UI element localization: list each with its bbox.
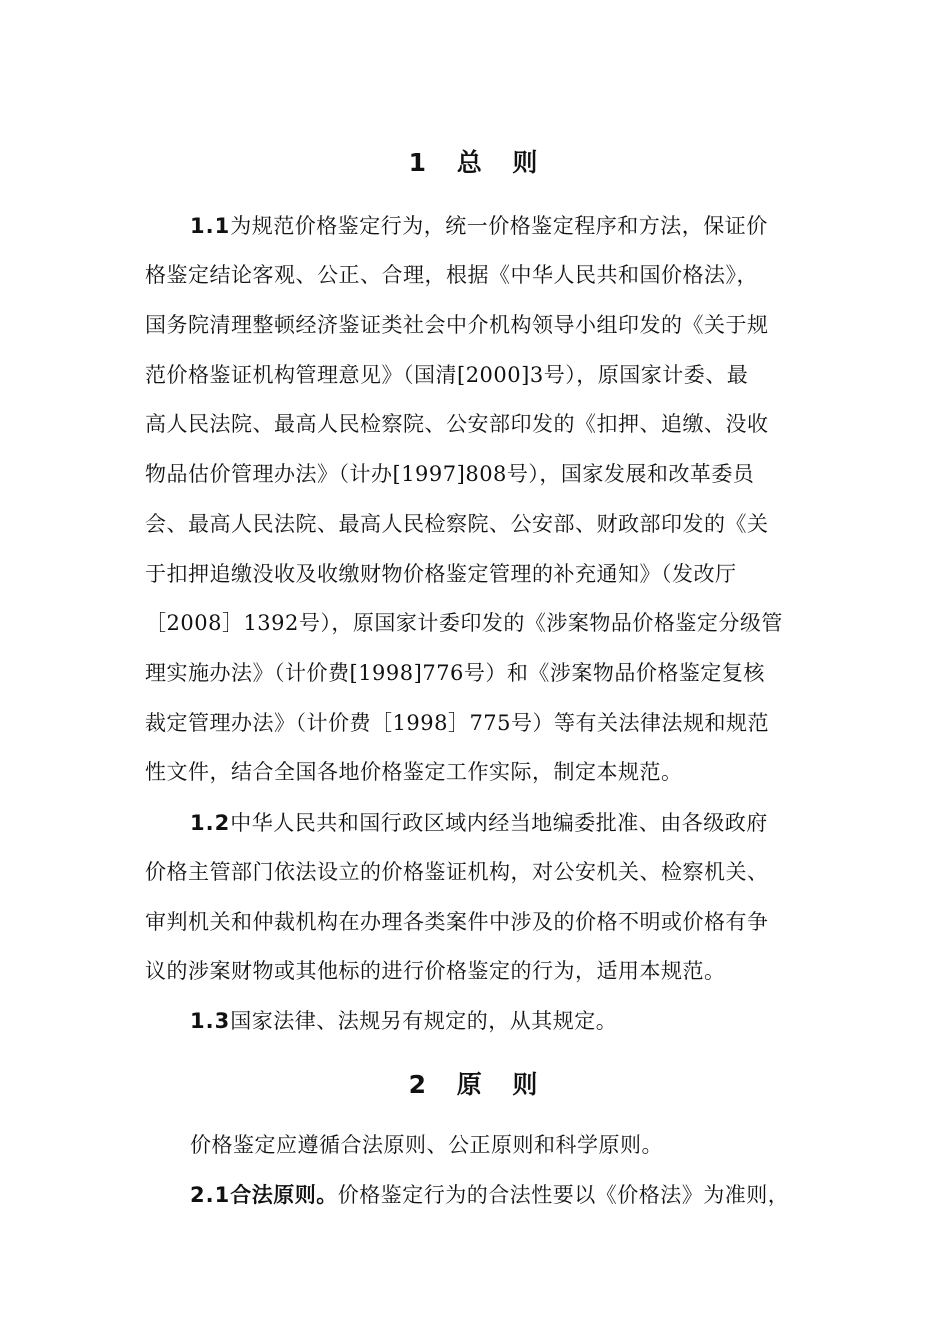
paragraph-1-1-line-12: 性文件，结合全国各地价格鉴定工作实际，制定本规范。 bbox=[145, 760, 683, 784]
paragraph-1-1-line-5: 高人民法院、最高人民检察院、公安部印发的《扣押、追缴、没收 bbox=[145, 412, 769, 436]
paragraph-2-intro: 价格鉴定应遵循合法原则、公正原则和科学原则。 bbox=[190, 1133, 663, 1157]
clause-number-2-1: 2.1 bbox=[190, 1183, 231, 1207]
paragraph-1-1-line-6: 物品估价管理办法》（计办[1997]808号），国家发展和改革委员 bbox=[145, 462, 755, 486]
clause-number-1-3: 1.3 bbox=[190, 1009, 231, 1033]
paragraph-1-2-line-3: 审判机关和仲裁机构在办理各类案件中涉及的价格不明或价格有争 bbox=[145, 910, 769, 934]
paragraph-1-3 bbox=[190, 1007, 617, 1035]
section-heading-principles: 2 原 则 bbox=[408, 1070, 542, 1099]
paragraph-1-1-line-3: 国务院清理整顿经济鉴证类社会中介机构领导小组印发的《关于规 bbox=[145, 313, 769, 337]
paragraph-1-2-line-4: 议的涉案财物或其他标的进行价格鉴定的行为，适用本规范。 bbox=[145, 959, 726, 983]
paragraph-1-1-line-7: 会、最高人民法院、最高人民检察院、公安部、财政部印发的《关 bbox=[145, 512, 769, 536]
clause-number-1-1: 1.1 bbox=[190, 214, 231, 238]
paragraph-1-1-line-2: 格鉴定结论客观、公正、合理，根据《中华人民共和国价格法》， bbox=[145, 263, 758, 287]
section-heading-general: 1 总 则 bbox=[408, 148, 542, 177]
paragraph-1-1-line-11: 裁定管理办法》（计价费［1998］775号）等有关法律法规和规范 bbox=[145, 711, 770, 735]
paragraph-1-1-line-4: 范价格鉴证机构管理意见》（国清[2000]3号），原国家计委、最 bbox=[145, 363, 749, 387]
paragraph-1-2-line-2: 价格主管部门依法设立的价格鉴证机构，对公安机关、检察机关、 bbox=[145, 860, 769, 884]
paragraph-1-2-line-1 bbox=[190, 809, 768, 837]
paragraph-1-1-line-9: ［2008］1392号），原国家计委印发的《涉案物品价格鉴定分级管 bbox=[145, 611, 783, 635]
paragraph-text: 中华人民共和国行政区域内经当地编委批准、由各级政府 bbox=[230, 811, 768, 835]
paragraph-text: 国家法律、法规另有规定的，从其规定。 bbox=[230, 1009, 618, 1033]
paragraph-1-1-line-10: 理实施办法》（计价费[1998]776号）和《涉案物品价格鉴定复核 bbox=[145, 661, 765, 685]
paragraph-1-1-line-1 bbox=[190, 212, 768, 240]
paragraph-text: 价格鉴定行为的合法性要以《价格法》为准则， bbox=[337, 1183, 790, 1207]
paragraph-2-1 bbox=[190, 1181, 789, 1209]
clause-label-legal-principle: 合法原则。 bbox=[230, 1183, 338, 1207]
clause-number-1-2: 1.2 bbox=[190, 811, 231, 835]
paragraph-text: 为规范价格鉴定行为，统一价格鉴定程序和方法，保证价 bbox=[230, 214, 768, 238]
paragraph-1-1-line-8: 于扣押追缴没收及收缴财物价格鉴定管理的补充通知》（发改厅 bbox=[145, 562, 737, 586]
